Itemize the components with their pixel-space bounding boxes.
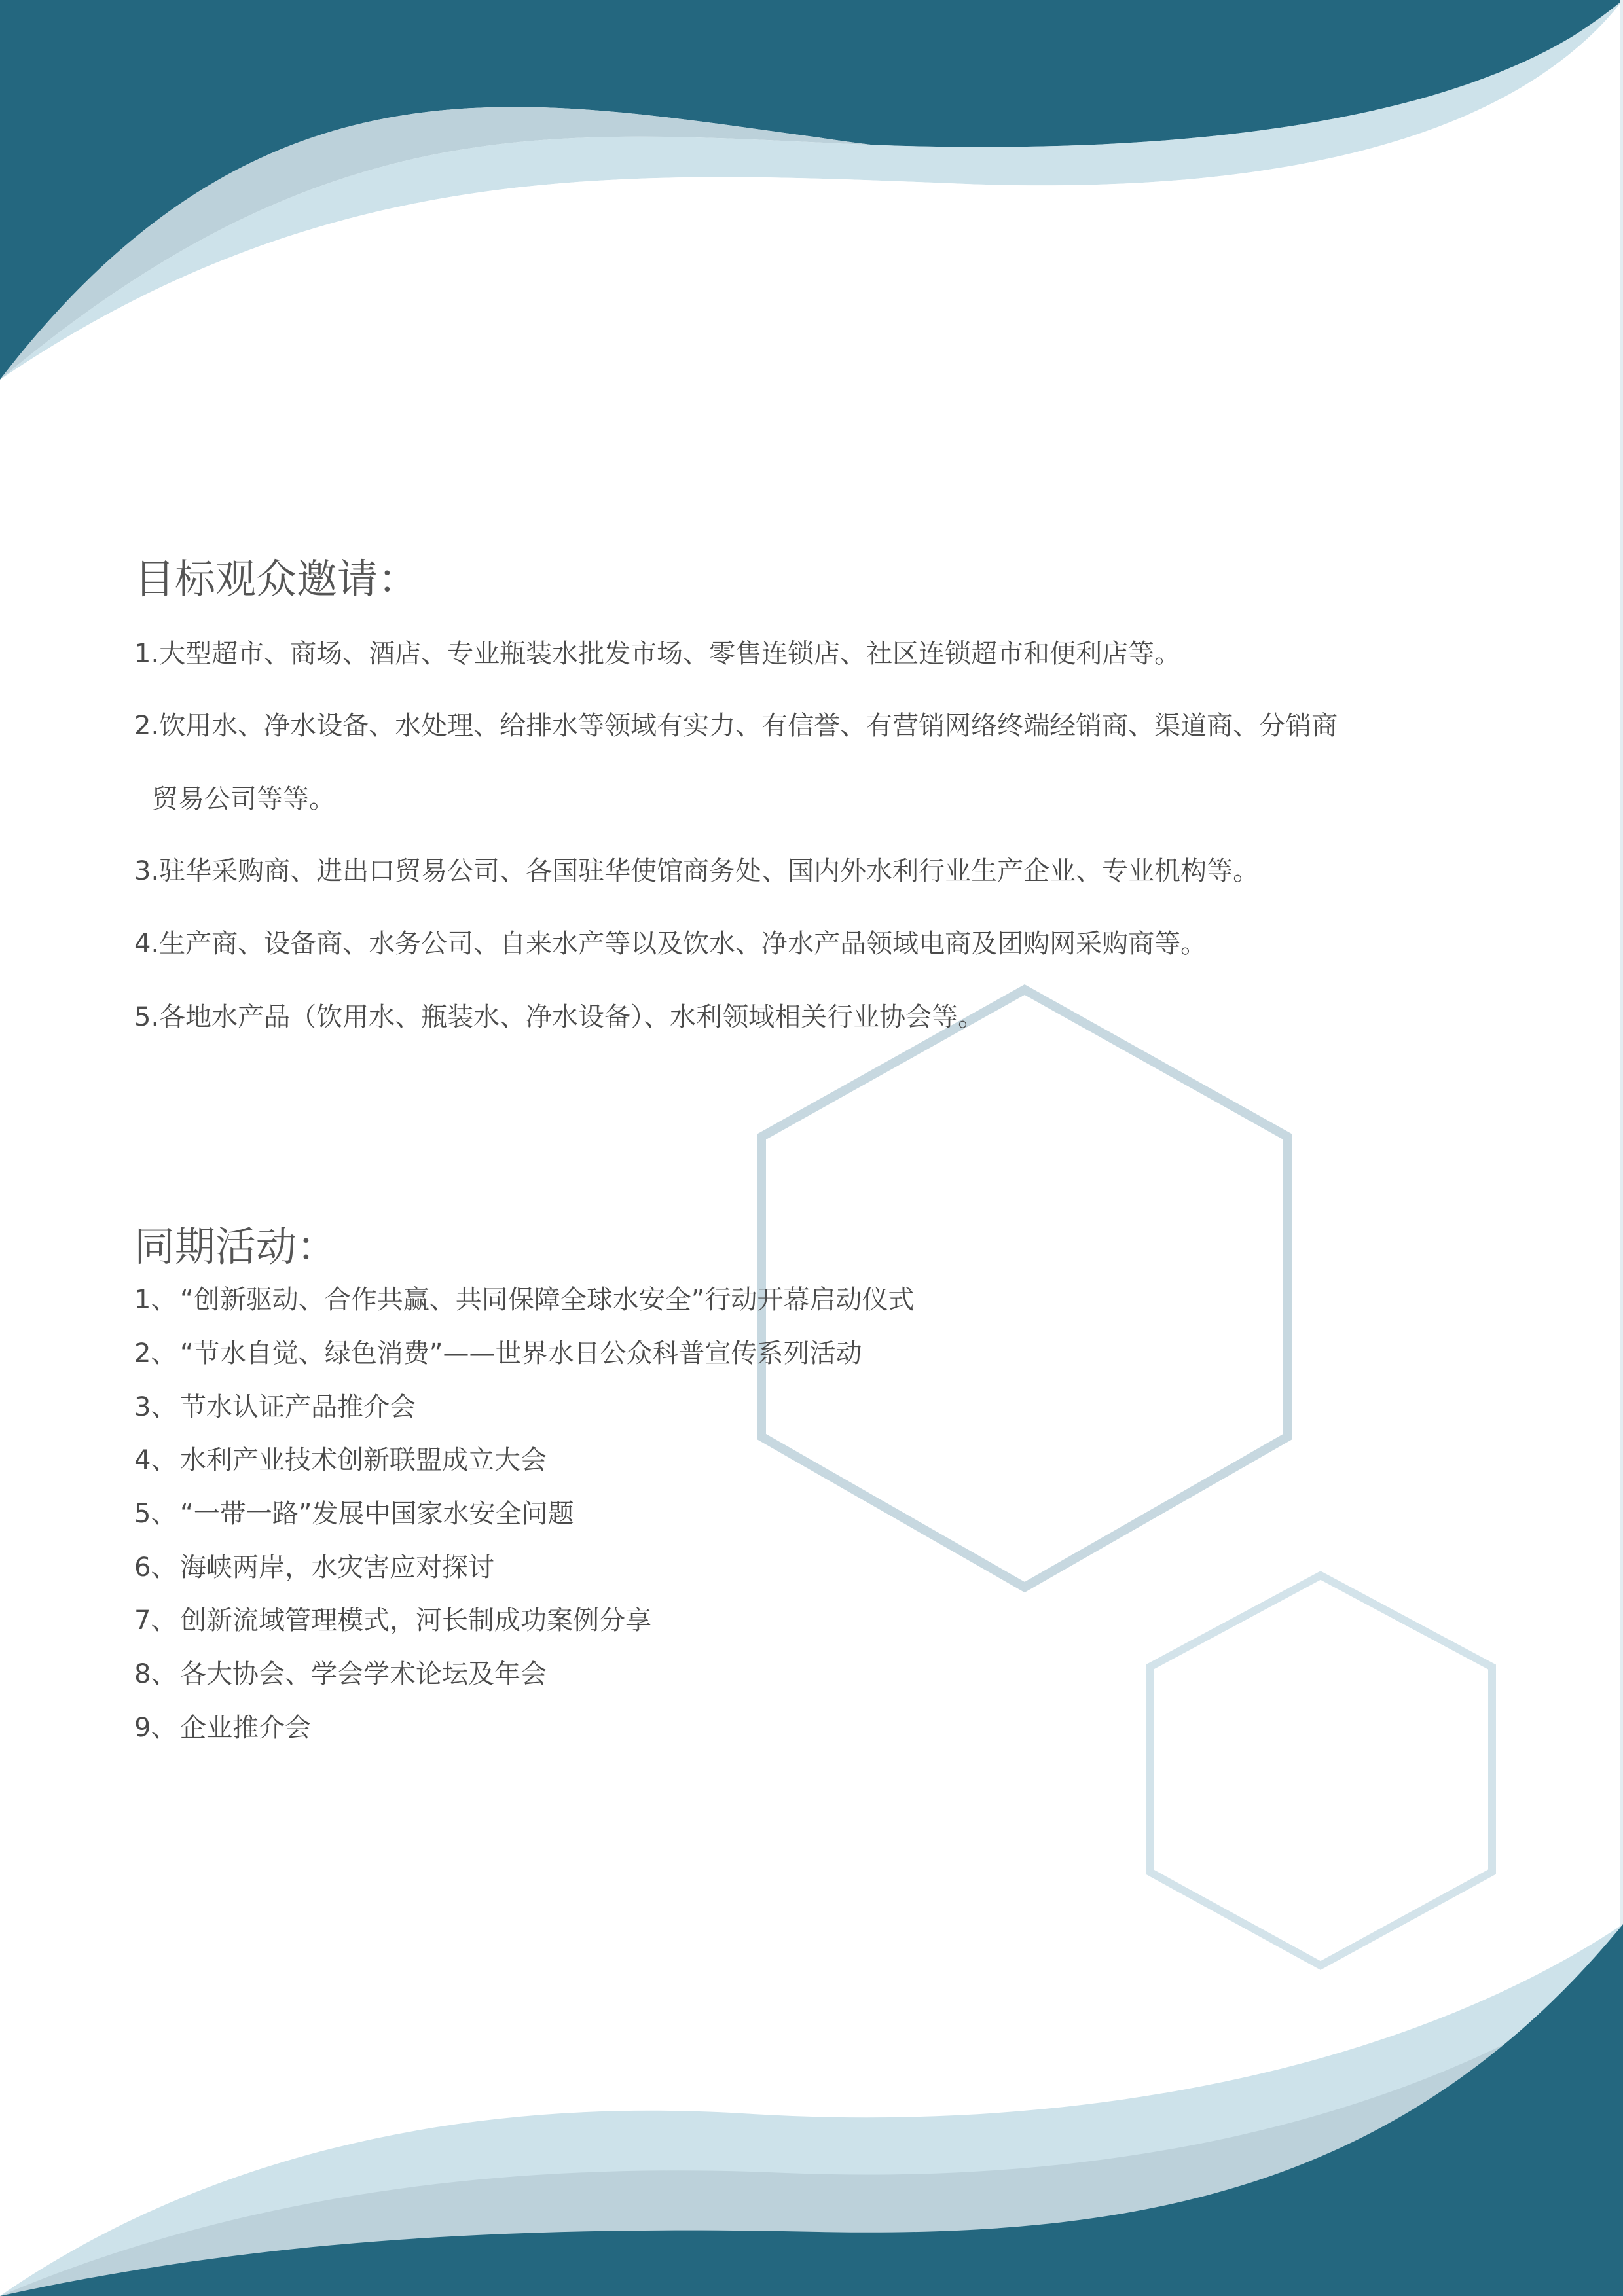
- activity-text: 创新流域管理模式，河长制成功案例分享: [180, 1605, 651, 1636]
- activity-number: 3、: [134, 1392, 177, 1422]
- activity-number: 6、: [134, 1552, 177, 1583]
- activity-text: 各大协会、学会学术论坛及年会: [180, 1659, 547, 1689]
- activity-number: 2、: [134, 1338, 177, 1369]
- audience-item-1: 1.大型超市、商场、酒店、专业瓶装水批发市场、零售连锁店、社区连锁超市和便利店等。: [134, 639, 1181, 669]
- audience-item-3: 3.驻华采购商、进出口贸易公司、各国驻华使馆商务处、国内外水利行业生产企业、专业机构等。: [134, 856, 1260, 886]
- activity-number: 5、: [134, 1499, 177, 1529]
- audience-item-2: 2.饮用水、净水设备、水处理、给排水等领域有实力、有信誉、有营销网络终端经销商、渠道商、分销商: [134, 711, 1338, 741]
- activity-number: 7、: [134, 1605, 177, 1636]
- audience-item-4: 4.生产商、设备商、水务公司、自来水产等以及饮水、净水产品领域电商及团购网采购商等。: [134, 929, 1207, 959]
- activity-number: 4、: [134, 1445, 177, 1475]
- activity-text: “一带一路”发展中国家水安全问题: [180, 1499, 574, 1529]
- audience-section-title: 目标观众邀请：: [134, 555, 419, 603]
- activity-text: “创新驱动、合作共赢、共同保障全球水安全”行动开幕启动仪式: [180, 1285, 915, 1315]
- activity-number: 1、: [134, 1285, 177, 1315]
- activity-text: 节水认证产品推介会: [180, 1392, 416, 1422]
- activity-item-5: [134, 1498, 574, 1530]
- activity-text: 海峡两岸，水灾害应对探讨: [180, 1552, 494, 1583]
- activities-section-title: 同期活动：: [134, 1223, 338, 1270]
- activity-text: “节水自觉、绿色消费”——世界水日公众科普宣传系列活动: [180, 1338, 862, 1369]
- activity-item-9: [134, 1712, 311, 1744]
- activity-item-3: [134, 1391, 416, 1423]
- activity-text: 水利产业技术创新联盟成立大会: [180, 1445, 547, 1475]
- activity-text: 企业推介会: [180, 1713, 311, 1743]
- activity-number: 9、: [134, 1713, 177, 1743]
- activity-number: 8、: [134, 1659, 177, 1689]
- activity-item-1: [134, 1284, 914, 1316]
- activity-item-8: [134, 1659, 547, 1690]
- audience-item-2-continued: 贸易公司等等。: [152, 784, 335, 814]
- audience-item-5: 5.各地水产品（饮用水、瓶装水、净水设备）、水利领域相关行业协会等。: [134, 1002, 985, 1032]
- activity-item-2: [134, 1338, 862, 1369]
- activity-item-4: [134, 1444, 547, 1476]
- activity-item-7: [134, 1605, 651, 1636]
- activity-item-6: [134, 1552, 494, 1583]
